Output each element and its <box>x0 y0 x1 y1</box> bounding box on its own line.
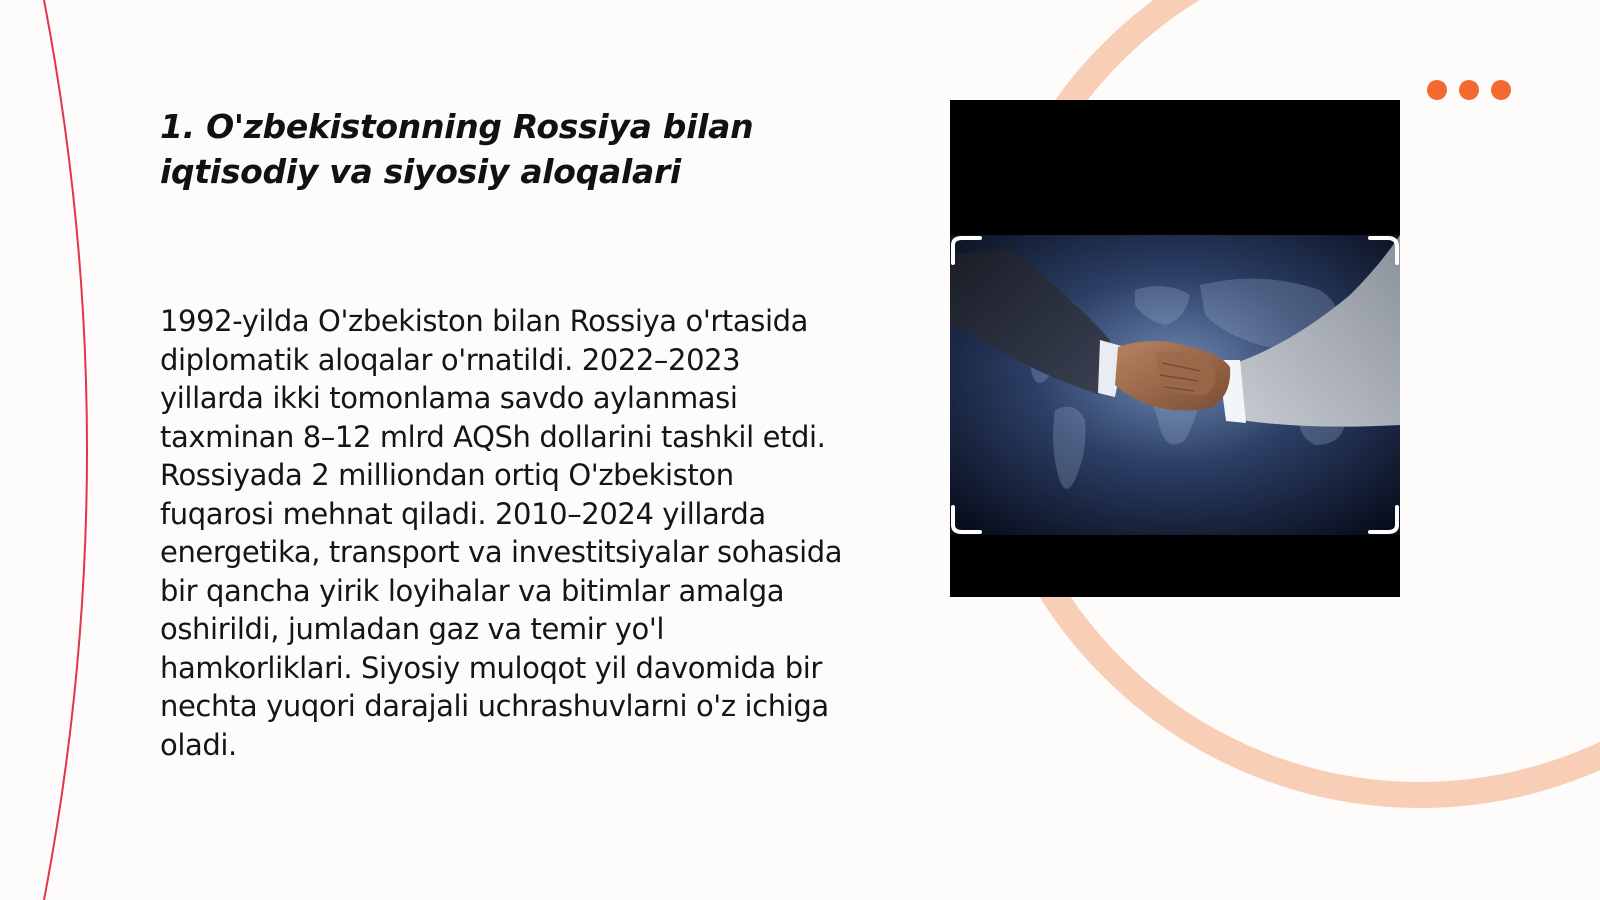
handshake-image <box>950 235 1400 535</box>
left-accent-line <box>44 0 87 900</box>
slide-title: 1. O'zbekistonning Rossiya bilan iqtisodiy va siyosiy aloqalari <box>160 107 754 191</box>
three-dots-icon <box>1426 79 1512 101</box>
slide-body-text: 1992-yilda O'zbekiston bilan Rossiya o'rtasida diplomatik aloqalar o'rnatildi. 2022–2023 yillarda ikki tomonlama savdo aylanmasi taxminan 8–12 mlrd AQSh dollarini tashkil etdi. Rossiyada 2 milliondan ortiq O'zbekiston fuqarosi mehnat qiladi. 2010–2024 yillarda energetika, transport va investitsiyalar sohasida bir qancha yirik loyihalar va bitimlar amalga oshirildi, jumladan gaz va temir yo'l hamkorliklari. Siyosiy muloqot yil davomida bir nechta yuqori darajali uchrashuvlarni o'z ichiga oladi. <box>160 304 843 762</box>
